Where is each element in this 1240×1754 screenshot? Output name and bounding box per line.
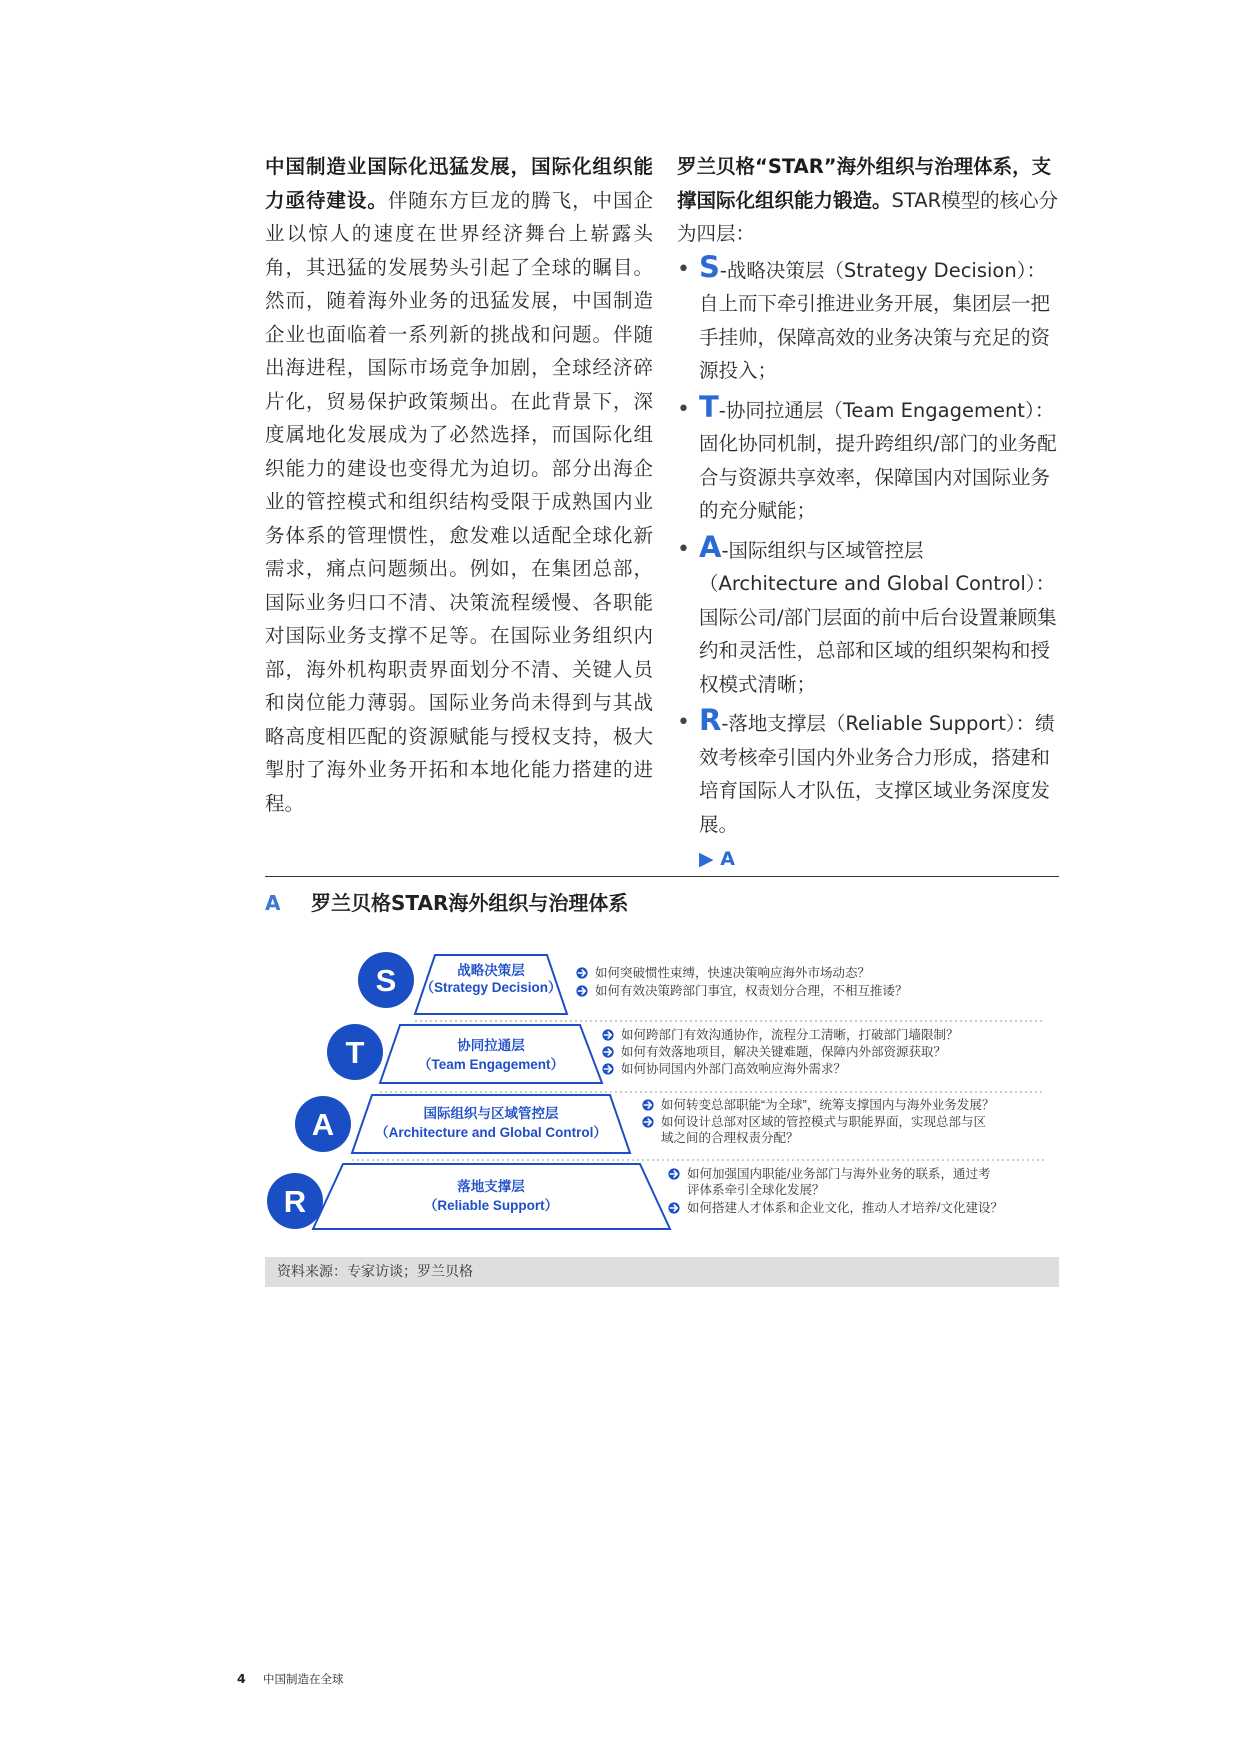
layer-english-a: （Architecture and Global Control）	[375, 1125, 607, 1140]
arrow-icon	[668, 1202, 679, 1213]
circle-letter-s: S	[375, 963, 397, 998]
right-intro: STAR模型的核心分为四层：	[677, 188, 1059, 245]
star-list-item-r	[677, 703, 1059, 877]
star-pyramid-diagram	[265, 946, 1059, 1236]
figure-top-rule	[265, 876, 1059, 877]
question-r-2: 如何搭建人才体系和企业文化，推动人才培养/文化建设？	[687, 1201, 1003, 1215]
circle-letter-r: R	[283, 1184, 307, 1219]
layer-english-t: （Team Engagement）	[417, 1057, 565, 1072]
left-body: 伴随东方巨龙的腾飞，中国企业以惊人的速度在世界经济舞台上崭露头角，其迅猛的发展势头引起了全球的瞩目。然而，随着海外业务的迅猛发展，中国制造企业也面临着一系列新的挑战和问题。伴随出海进程，国际市场竞争加剧，全球经济碎片化，贸易保护政策频出。在此背景下，深度属地化发展成为了必然选择，而国际化组织能力的建设也变得尤为迫切。部分出海企业的管控模式和组织结构受限于成熟国内业务体系的管理惯性，愈发难以适配全球化新需求，痛点问题频出。例如，在集团总部，国际业务归口不清、决策流程缓慢、各职能对国际业务支撑不足等。在国际业务组织内部，海外机构职责界面划分不清、关键人员和岗位能力薄弱。国际业务尚未得到与其战略高度相匹配的资源赋能与授权支持，极大掣肘了海外业务开拓和本地化能力搭建的进程。	[265, 188, 653, 815]
question-s-1: 如何突破惯性束缚，快速决策响应海外市场动态？	[595, 966, 871, 980]
question-r-1	[687, 1166, 990, 1197]
arrow-icon	[576, 967, 587, 978]
figure-ref-link[interactable]: ▶ A	[699, 848, 735, 870]
layer-name-r: 落地支撑层	[457, 1179, 525, 1194]
star-letter: R	[699, 703, 722, 737]
layer-english-s: （Strategy Decision）	[420, 980, 562, 995]
question-r-1-line-2: 评体系牵引全球化发展？	[687, 1183, 825, 1197]
star-letter: T	[699, 389, 719, 424]
arrow-icon	[642, 1099, 653, 1110]
question-a-2-line-1: 如何设计总部对区域的管控模式与职能界面，实现总部与区	[661, 1115, 987, 1129]
question-a-2-line-2: 域之间的合理权责分配？	[661, 1131, 799, 1145]
figure-title-text: 罗兰贝格STAR海外组织与治理体系	[311, 891, 629, 915]
question-a-2	[661, 1114, 986, 1145]
star-list-item-a	[677, 529, 1059, 702]
figure-letter: A	[265, 891, 281, 915]
page-number: 4	[237, 1671, 246, 1686]
question-a-1: 如何转变总部职能“为全球”，统筹支撑国内与海外业务发展？	[661, 1098, 995, 1112]
right-column	[677, 150, 1059, 877]
arrow-icon	[602, 1029, 613, 1040]
footer-title: 中国制造在全球	[263, 1672, 344, 1686]
star-letter: S	[699, 249, 720, 284]
bullet-icon: •	[677, 536, 690, 562]
star-item-text: -协同拉通层（Team Engagement）：固化协同机制，提升跨组织/部门的业务配合与资源共享效率，保障国内对国际业务的充分赋能；	[699, 398, 1057, 522]
arrow-icon	[576, 985, 587, 996]
circle-letter-a: A	[311, 1107, 335, 1142]
figure-source: 资料来源：专家访谈；罗兰贝格	[265, 1257, 1059, 1287]
star-item-text: -落地支撑层（Reliable Support）：绩效考核牵引国内外业务合力形成，搭建和培育国际人才队伍，支撑区域业务深度发展。	[699, 712, 1055, 836]
arrow-icon	[602, 1063, 613, 1074]
star-item-text: -战略决策层（Strategy Decision）：自上而下牵引推进业务开展，集团层一把手挂帅，保障高效的业务决策与充足的资源投入；	[699, 258, 1051, 382]
circle-letter-t: T	[345, 1035, 365, 1070]
right-intro-paragraph	[677, 150, 1059, 251]
star-item-text: -国际组织与区域管控层（Architecture and Global Control）：国际公司/部门层面的前中后台设置兼顾集约和灵活性，总部和区域的组织架构和授权模式清晰；	[699, 538, 1057, 696]
arrow-icon	[602, 1046, 613, 1057]
question-t-2: 如何有效落地项目，解决关键难题，保障内外部资源获取？	[621, 1045, 947, 1059]
left-lead: 中国制造业国际化迅猛发展，国际化组织能力亟待建设。	[265, 155, 653, 212]
question-s-2: 如何有效决策跨部门事宜，权责划分合理，不相互推诿？	[595, 984, 908, 998]
question-r-1-line-1: 如何加强国内职能/业务部门与海外业务的联系，通过考	[687, 1167, 991, 1181]
left-column	[265, 150, 653, 820]
arrow-icon	[668, 1168, 679, 1179]
bullet-icon: •	[677, 710, 690, 735]
figure-title	[265, 887, 628, 916]
question-t-1: 如何跨部门有效沟通协作，流程分工清晰，打破部门墙限制？	[621, 1028, 959, 1042]
layer-name-a: 国际组织与区域管控层	[423, 1106, 559, 1121]
right-lead: 罗兰贝格“STAR”海外组织与治理体系，支撑国际化组织能力锻造。	[677, 155, 1052, 212]
star-letter: A	[699, 529, 722, 564]
question-t-3: 如何协同国内外部门高效响应海外需求？	[621, 1062, 847, 1076]
layer-name-t: 协同拉通层	[457, 1038, 525, 1053]
page-footer	[237, 1671, 344, 1687]
bullet-icon: •	[677, 396, 690, 422]
pyramid-layer-a	[352, 1095, 630, 1153]
layer-english-r: （Reliable Support）	[423, 1198, 559, 1213]
pyramid-layer-t	[380, 1025, 602, 1083]
star-list-item-s	[677, 249, 1059, 388]
layer-name-s: 战略决策层	[457, 963, 525, 978]
pyramid-layer-r	[313, 1164, 670, 1229]
arrow-icon	[642, 1116, 653, 1127]
star-list-item-t	[677, 389, 1059, 528]
bullet-icon: •	[677, 256, 690, 282]
star-list	[677, 249, 1059, 877]
